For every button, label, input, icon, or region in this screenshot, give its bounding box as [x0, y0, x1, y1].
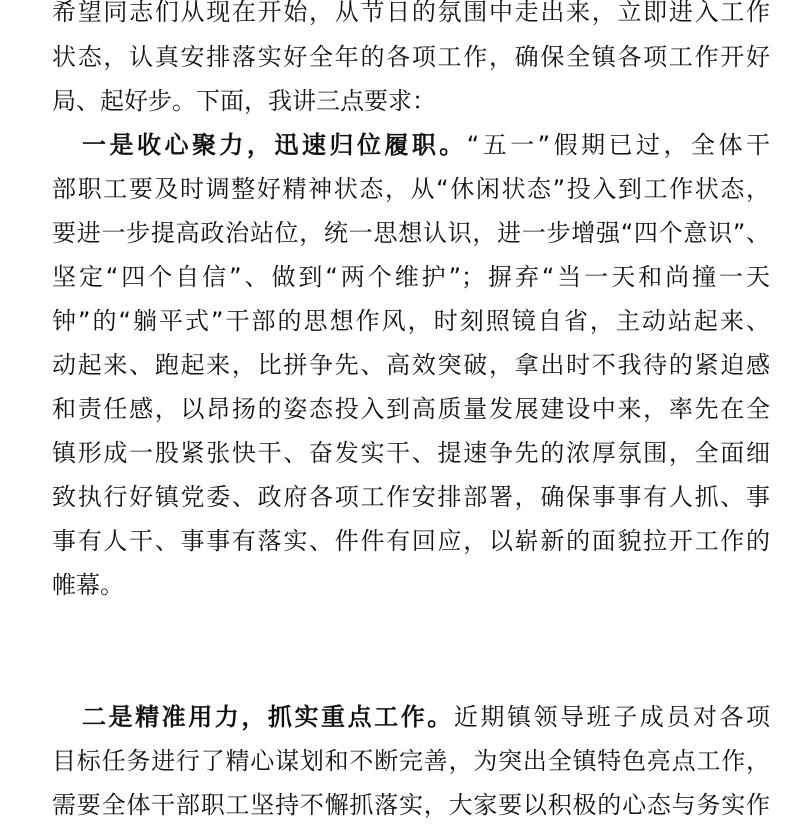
paragraph-heading-line	[82, 123, 770, 167]
text-line: 局、起好步。下面，我讲三点要求：	[52, 87, 436, 115]
text-line: 和责任感，以昂扬的姿态投入到高质量发展建设中来，率先在全	[52, 395, 770, 423]
text-line: 需要全体干部职工坚持不懈抓落实，大家要以积极的心态与务实作	[52, 791, 770, 819]
paragraph-heading-line	[82, 695, 770, 739]
text-line: 部职工要及时调整好精神状态，从“休闲状态”投入到工作状态，	[52, 175, 770, 203]
text-line: 镇形成一股紧张快干、奋发实干、提速争先的浓厚氛围，全面细	[52, 439, 770, 467]
paragraph-heading: 二是精准用力，抓实重点工作。	[82, 703, 454, 731]
text-line: 动起来、跑起来，比拼争先、高效突破，拿出时不我待的紧迫感	[52, 351, 770, 379]
text-line: 要进一步提高政治站位，统一思想认识，进一步增强“四个意识”、	[52, 219, 770, 247]
text-line: 状态，认真安排落实好全年的各项工作，确保全镇各项工作开好	[52, 43, 770, 71]
text-line: 钟”的“躺平式”干部的思想作风，时刻照镜自省，主动站起来、	[52, 307, 770, 335]
text-line: 致执行好镇党委、政府各项工作安排部署，确保事事有人抓、事	[52, 483, 770, 511]
text-line: 希望同志们从现在开始，从节日的氛围中走出来，立即进入工作	[52, 0, 770, 26]
text-line: 坚定“四个自信”、做到“两个维护”；摒弃“当一天和尚撞一天	[52, 263, 770, 291]
text-line: 帷幕。	[52, 571, 124, 599]
text-span: 近期镇领导班子成员对各项	[453, 703, 771, 731]
text-line: 目标任务进行了精心谋划和不断完善，为突出全镇特色亮点工作，	[52, 747, 770, 775]
text-line: 事有人干、事事有落实、件件有回应，以崭新的面貌拉开工作的	[52, 527, 770, 555]
paragraph-heading: 一是收心聚力，迅速归位履职。	[82, 131, 467, 159]
text-span: “五一”假期已过，全体干	[466, 131, 770, 159]
